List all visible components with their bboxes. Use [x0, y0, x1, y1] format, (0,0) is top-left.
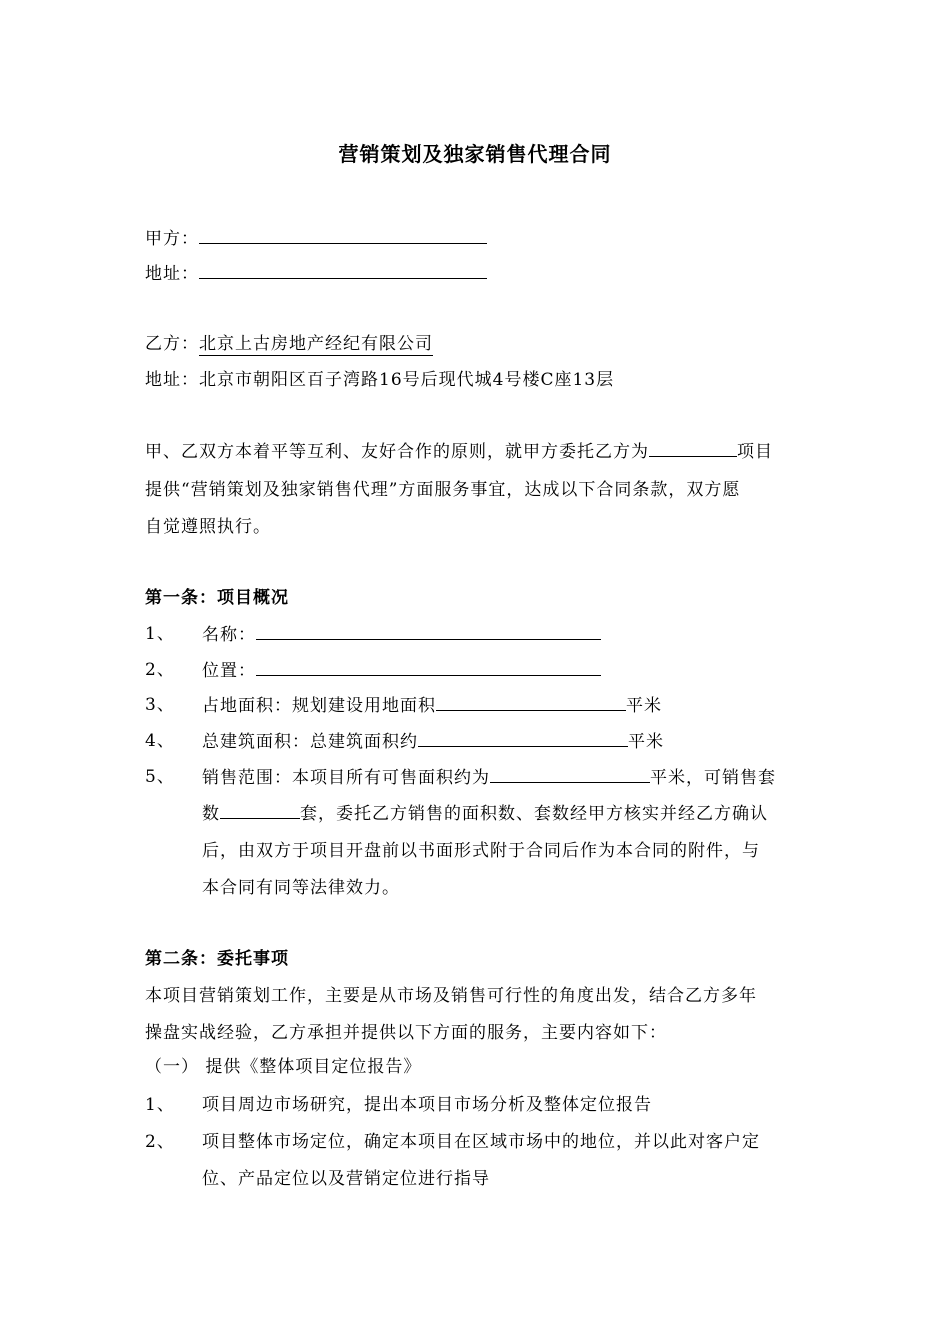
article-2-heading: 第二条：委托事项 [145, 949, 289, 969]
item-label: 销售范围：本项目所有可售面积约为 [202, 768, 490, 788]
party-a-address-label: 地址： [145, 264, 199, 284]
unit-count-blank [220, 802, 300, 819]
building-area-blank [418, 730, 628, 747]
article-2-item-2-line-2: 位、产品定位以及营销定位进行指导 [202, 1169, 490, 1189]
intro-line-2: 提供“营销策划及独家销售代理”方面服务事宜，达成以下合同条款，双方愿 [145, 480, 741, 500]
item-number: 2、 [145, 1132, 175, 1152]
item-label: 名称： [202, 625, 256, 645]
item-label: 占地面积：规划建设用地面积 [202, 696, 436, 716]
article-2-subheading: （一） 提供《整体项目定位报告》 [145, 1057, 422, 1077]
item-unit: 平米，可销售套 [650, 768, 776, 788]
item-unit: 平米 [626, 696, 662, 716]
party-a-address-row [145, 262, 487, 285]
article-1-item-5-line-2 [202, 802, 768, 825]
item-number: 5、 [145, 767, 175, 787]
location-blank [256, 659, 601, 676]
sales-area-blank [490, 766, 650, 783]
item-unit: 平米 [628, 732, 664, 752]
intro-line-1 [145, 440, 773, 463]
page-title: 营销策划及独家销售代理合同 [338, 142, 612, 166]
item-label: 位置： [202, 661, 256, 681]
party-a-address-blank [199, 262, 487, 279]
item-number: 3、 [145, 695, 175, 715]
party-b-name: 北京上古房地产经纪有限公司 [199, 334, 433, 354]
item5-text-a: 数 [202, 804, 220, 824]
item5-text-b: 套，委托乙方销售的面积数、套数经甲方核实并经乙方确认 [300, 804, 768, 824]
item-number: 4、 [145, 731, 175, 751]
party-b-row [145, 333, 433, 355]
party-a-row [145, 227, 487, 250]
land-area-blank [436, 694, 626, 711]
project-name-blank [649, 440, 737, 457]
article-1-item-5-line-4: 本合同有同等法律效力。 [202, 878, 400, 898]
name-blank [256, 623, 601, 640]
intro-text-a: 甲、乙双方本着平等互利、友好合作的原则，就甲方委托乙方为 [145, 442, 649, 462]
article-2-para-1: 本项目营销策划工作，主要是从市场及销售可行性的角度出发，结合乙方多年 [145, 986, 757, 1006]
party-b-address-label: 地址： [145, 370, 199, 390]
party-a-blank [199, 227, 487, 244]
item-number: 1、 [145, 624, 175, 644]
item-number: 1、 [145, 1095, 175, 1115]
intro-line-3: 自觉遵照执行。 [145, 517, 271, 537]
article-1-item-5-line-3: 后，由双方于项目开盘前以书面形式附于合同后作为本合同的附件，与 [202, 841, 760, 861]
item-text: 项目整体市场定位，确定本项目在区域市场中的地位，并以此对客户定 [202, 1132, 760, 1152]
item-number: 2、 [145, 660, 175, 680]
article-1-heading: 第一条：项目概况 [145, 588, 289, 608]
intro-text-b: 项目 [737, 442, 773, 462]
party-b-address-row [145, 369, 614, 391]
item-text: 项目周边市场研究，提出本项目市场分析及整体定位报告 [202, 1095, 652, 1115]
party-b-address: 北京市朝阳区百子湾路16号后现代城4号楼C座13层 [199, 370, 615, 390]
item-label: 总建筑面积：总建筑面积约 [202, 732, 418, 752]
article-2-para-2: 操盘实战经验，乙方承担并提供以下方面的服务，主要内容如下： [145, 1023, 667, 1043]
party-a-label: 甲方： [145, 229, 199, 249]
party-b-label: 乙方： [145, 334, 199, 354]
